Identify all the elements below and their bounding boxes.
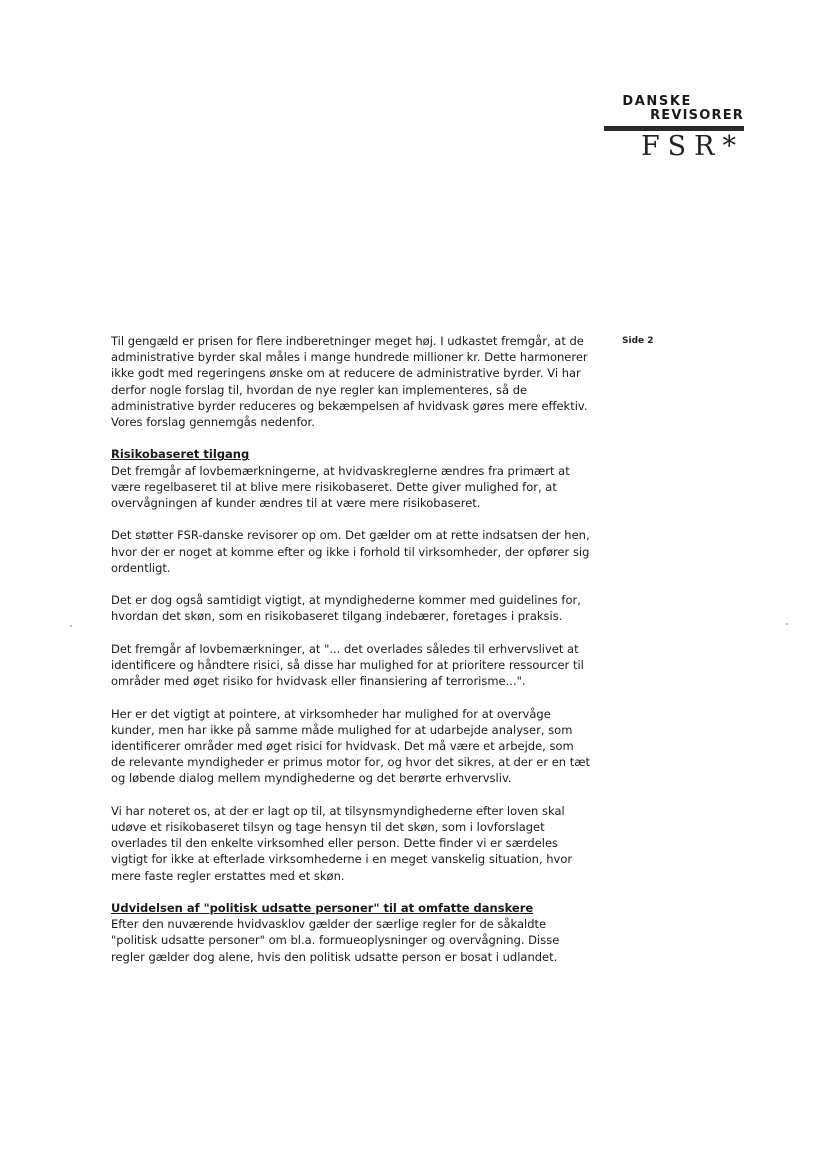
page-number-label: Side 2 xyxy=(622,336,654,346)
paragraph: Her er det vigtigt at pointere, at virksomheder har mulighed for at overvåge kunder, men har ikke på samme måde mulighed for at udarbejde analyser, som identificerer områder med øget risici for hvidvask. Det må være et arbejde, som de relevante myndigheder er primus motor for, og hvor det sikres, at der er en tæt og løbende dialog mellem myndighederne og det berørte erhvervsliv. xyxy=(111,706,591,786)
scan-speck xyxy=(70,625,72,627)
letter-body xyxy=(111,333,591,981)
paragraph: Det støtter FSR-danske revisorer op om. Det gælder om at rette indsatsen der hen, hvor der er noget at komme efter og ikke i forhold til virksomheder, der opfører sig ordentligt. xyxy=(111,528,590,575)
section-risk-based xyxy=(111,446,591,511)
section-pep xyxy=(111,900,591,965)
logo-line-revisorer: REVISORER xyxy=(650,108,744,123)
section-heading-pep: Udvidelsen af "politisk udsatte personer" til at omfatte danskere xyxy=(111,901,534,915)
paragraph: Det fremgår af lovbemærkninger, at "... det overlades således til erhvervslivet at identificere og håndtere risici, så disse har mulighed for at prioritere ressourcer til områder med øget risiko for hvidvask eller finansiering af terrorisme...". xyxy=(111,641,584,689)
paragraph: Efter den nuværende hvidvasklov gælder der særlige regler for de såkaldte "politisk udsatte personer" om bl.a. formueoplysninger og overvågning. Disse regler gælder dog alene, hvis den politisk udsatte person er bosat i udlandet. xyxy=(111,917,560,964)
fsr-logo xyxy=(604,95,744,161)
intro-paragraph: Til gengæld er prisen for flere indberetninger meget høj. I udkastet fremgår, at de administrative byrder skal måles i mange hundrede millioner kr. Dette harmonerer ikke godt med regeringens ønske om at reducere de administrative byrder. Vi har derfor nogle forslag til, hvordan de nye regler kan implementeres, så de administrative byrder reduceres og bekæmpelsen af hvidvask gøres mere effektiv. Vores forslag gennemgås nedenfor. xyxy=(111,334,588,430)
paragraph: Det er dog også samtidigt vigtigt, at myndighederne kommer med guidelines for, hvordan det skøn, som en risikobaseret tilgang indebærer, foretages i praksis. xyxy=(111,593,581,624)
paragraph: Vi har noteret os, at der er lagt op til, at tilsynsmyndighederne efter loven skal udøve et risikobaseret tilsyn og tage hensyn til det skøn, som i lovforslaget overlades til den enkelte virksomhed eller person. Dette finder vi er særdeles vigtigt for ikke at efterlade virksomhederne i en meget vanskelig situation, hvor mere faste regler erstattes med et skøn. xyxy=(111,803,573,883)
section-heading-risk-based: Risikobaseret tilgang xyxy=(111,447,250,462)
logo-mark-fsr: FSR* xyxy=(640,131,744,162)
paragraph: Det fremgår af lovbemærkningerne, at hvidvaskreglerne ændres fra primært at være regelbaseret til at blive mere risikobaseret. Dette giver mulighed for, at overvågningen af kunder ændres til at være mere risikobaseret. xyxy=(111,463,570,511)
scan-speck xyxy=(786,623,788,625)
logo-line-danske: DANSKE xyxy=(622,94,692,109)
